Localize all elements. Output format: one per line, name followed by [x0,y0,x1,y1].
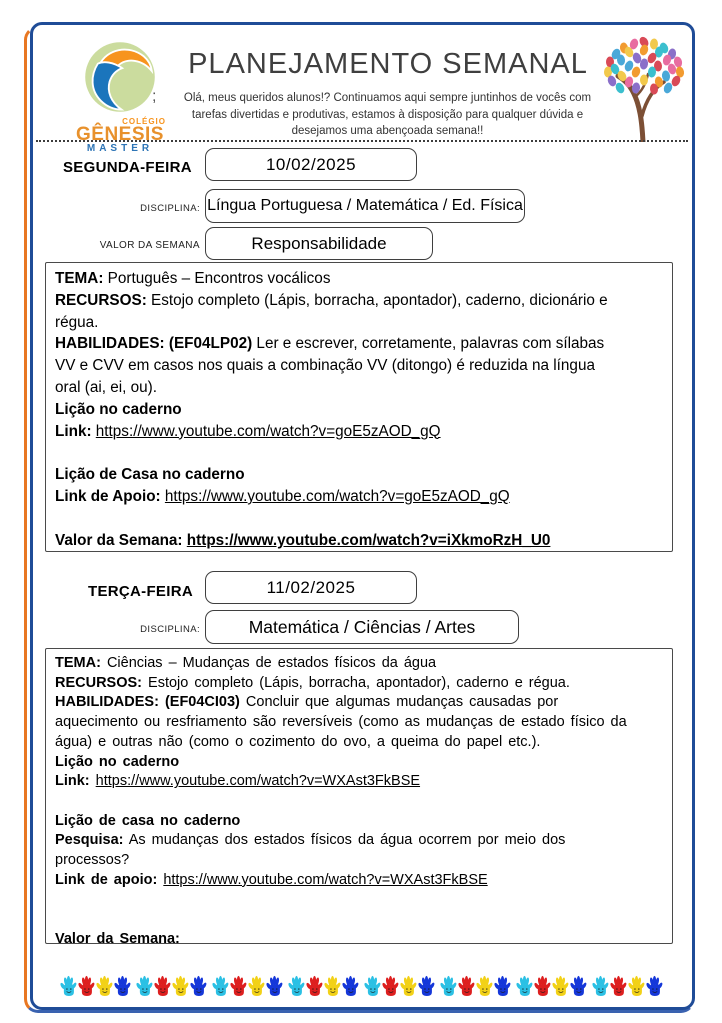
monday-content-box [45,262,673,552]
text-line [55,442,663,464]
text-segment: aquecimento ou resfriamento são reversíveis (como as mudanças de estado físico da [55,714,627,731]
text-line [55,733,663,753]
hand-icon [534,974,551,1001]
page-title: PLANEJAMENTO SEMANAL [188,48,588,80]
tuesday-date: 11/02/2025 [266,577,356,597]
monday-date-field[interactable] [205,148,417,181]
hand-icon [230,974,247,1001]
text-line [55,333,663,355]
text-line [55,930,663,950]
text-segment: Link: [55,773,90,790]
text-segment: processos? [55,852,130,869]
text-segment: TEMA: [55,270,104,287]
link-url[interactable]: https://www.youtube.com/watch?v=goE5zAOD_gQ [164,487,510,505]
text-segment: Estojo completo (Lápis, borracha, apontador), caderno e régua. [142,674,570,691]
text-segment: RECURSOS: [55,674,143,691]
subtitle-line: Olá, meus queridos alunos!? Continuamos aqui sempre juntinhos de vocês com [183,92,592,104]
hand-icon [418,974,435,1001]
link-url[interactable]: https://www.youtube.com/watch?v=WXAst3FkBSE [163,871,488,888]
text-line [55,792,663,812]
text-segment: Link de apoio: [55,871,158,888]
text-segment: Link: [55,422,92,440]
hands-border [60,971,670,1001]
text-line [55,713,663,733]
text-line [55,910,663,930]
text-segment: Lição no caderno [55,400,182,418]
text-line [55,464,663,486]
text-line [55,508,663,530]
text-segment: Lição no caderno [55,753,180,770]
text-segment: água) e outras não (como o cozimento do ovo, a queima do papel etc.). [55,733,541,750]
monday-value-field[interactable] [205,227,433,260]
text-segment: Valor da Semana: [55,531,187,549]
hand-icon [154,974,171,1001]
text-line [55,871,663,891]
link-url[interactable]: https://www.youtube.com/watch?v=goE5zAOD_gQ [95,422,441,440]
text-segment: Link de Apoio: [55,487,161,505]
hand-icon [212,974,229,1001]
hand-icon [172,974,189,1001]
text-segment: oral (ai, ei, ou). [55,378,158,396]
text-line [55,486,663,508]
text-line [55,312,663,334]
hand-icon [400,974,417,1001]
text-line [55,530,663,552]
hand-icon [78,974,95,1001]
link-url[interactable]: https://www.youtube.com/watch?v=iXkmoRzH_U0 [186,531,551,549]
monday-date: 10/02/2025 [265,154,357,174]
monday-discipline-label: DISCIPLINA: [140,203,200,214]
tuesday-discipline-field[interactable] [205,610,519,644]
monday-value: Responsabilidade [251,233,387,253]
hand-icon [60,974,77,1001]
text-segment: Concluir que algumas mudanças causadas por [239,694,559,711]
hand-icon [382,974,399,1001]
text-segment: HABILIDADES: (EF04LP02) [55,335,253,353]
hand-icon [476,974,493,1001]
text-line [55,693,663,713]
tuesday-content-box [45,648,673,947]
subtitle-line: desejamos uma abençoada semana!! [291,125,484,137]
text-line [55,399,663,421]
hand-icon [96,974,113,1001]
text-line [55,654,663,674]
hand-icon [570,974,587,1001]
hand-icon [552,974,569,1001]
tuesday-discipline-label: DISCIPLINA: [140,624,200,635]
tuesday-discipline: Matemática / Ciências / Artes [248,616,476,637]
hand-icon [306,974,323,1001]
hand-icon [458,974,475,1001]
hand-icon [342,974,359,1001]
text-segment: VV e CVV em casos nos quais a combinação VV (ditongo) é reduzida na língua [55,357,595,375]
text-segment: TEMA: [55,655,101,671]
page-subtitle [175,90,600,140]
monday-day-label: SEGUNDA-FEIRA [63,159,192,176]
text-segment: régua. [55,313,99,331]
text-line [55,772,663,792]
hand-icon [266,974,283,1001]
text-segment: Ciências – Mudanças de estados físicos da água [100,655,437,671]
monday-discipline-field[interactable] [205,189,525,223]
text-line [55,831,663,851]
link-url[interactable]: https://www.youtube.com/watch?v=WXAst3FkBSE [95,773,421,790]
text-segment: Pesquisa: [55,832,124,849]
hand-icon [646,974,663,1001]
subtitle-line: tarefas divertidas e produtivas, estamos à disposição para qualquer dúvida e [191,108,584,121]
monday-value-label: VALOR DA SEMANA [99,240,200,251]
hand-icon [494,974,511,1001]
hand-icon [190,974,207,1001]
logo-text-genesis: GÊNESIS [76,124,164,145]
hand-icon [114,974,131,1001]
hand-icon [592,974,609,1001]
text-segment: HABILIDADES: (EF04CI03) [55,694,240,711]
text-line [55,355,663,377]
monday-discipline: Língua Portuguesa / Matemática / Ed. Física [207,197,523,214]
text-line [55,421,663,443]
colon-mark: ; [152,88,157,105]
hand-icon [610,974,627,1001]
hand-icon [324,974,341,1001]
text-segment: Estojo completo (Lápis, borracha, apontador), caderno, dicionário e [146,291,608,309]
text-line [55,851,663,871]
dotted-separator [36,140,688,142]
tuesday-date-field[interactable] [205,571,417,604]
text-line [55,753,663,773]
fingerprint-tree-icon [596,36,692,147]
hand-icon [364,974,381,1001]
text-line [55,890,663,910]
text-line [55,377,663,399]
text-segment: RECURSOS: [55,291,147,309]
text-segment: Lição de casa no caderno [55,812,241,829]
text-segment: Valor da Semana: [55,930,180,947]
hand-icon [288,974,305,1001]
text-segment: As mudanças dos estados físicos da água ocorrem por meio dos [123,832,566,849]
school-logo-swirl-icon [83,40,157,114]
text-line [55,674,663,694]
text-segment: Ler e escrever, corretamente, palavras com sílabas [252,335,605,353]
logo-text-master: MASTER [86,143,154,154]
hand-icon [516,974,533,1001]
hand-icon [440,974,457,1001]
text-segment: Lição de Casa no caderno [55,466,245,484]
hand-icon [248,974,265,1001]
hand-icon [136,974,153,1001]
hand-icon [628,974,645,1001]
text-line [55,268,663,290]
text-line [55,290,663,312]
logo-text-colegio: COLÉGIO [122,117,166,126]
text-segment: Português – Encontros vocálicos [103,270,331,287]
tuesday-day-label: TERÇA-FEIRA [88,583,193,600]
text-line [55,812,663,832]
